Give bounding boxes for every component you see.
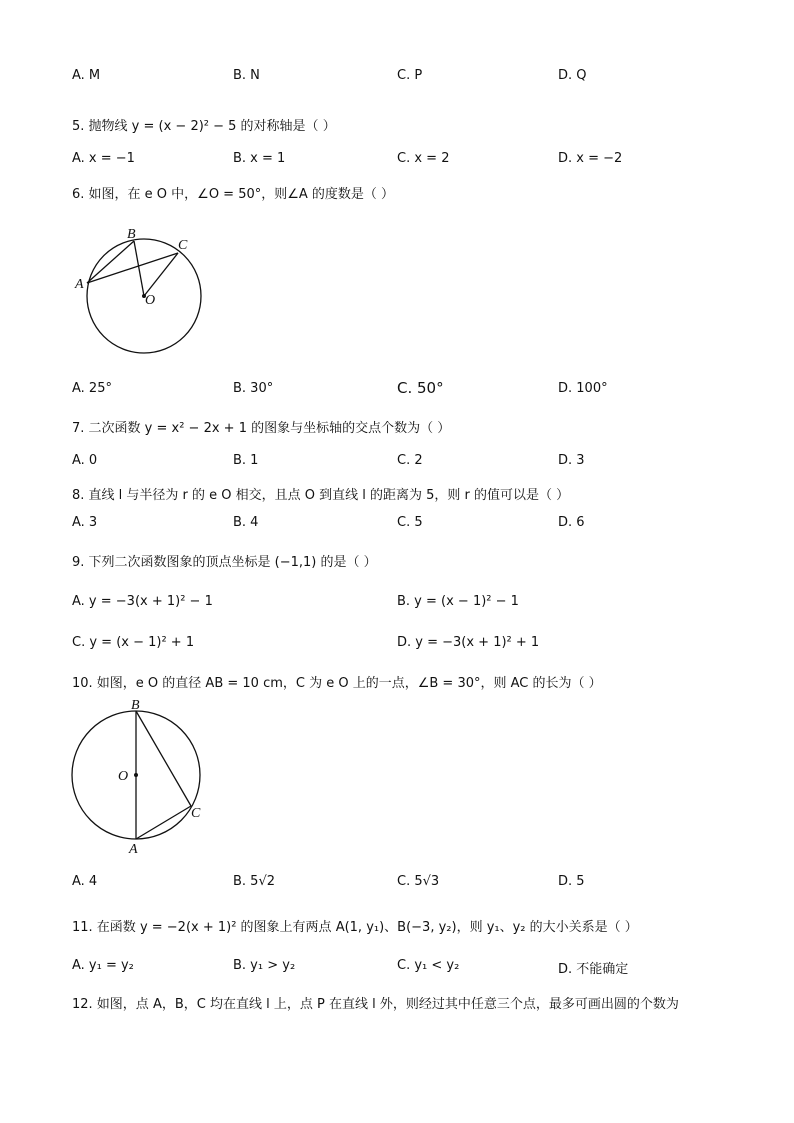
q6-segment-ac (87, 253, 178, 283)
q10-label-o: O (118, 769, 129, 784)
q6-option-c[interactable]: C. 50° (397, 379, 444, 397)
q4-option-a[interactable]: A. M (72, 68, 101, 83)
q9-option-d[interactable]: D. y = −3(x + 1)² + 1 (397, 635, 540, 650)
q9-option-c[interactable]: C. y = (x − 1)² + 1 (72, 635, 195, 650)
q5-option-b[interactable]: B. x = 1 (233, 151, 286, 166)
q10-segment-ac (136, 806, 191, 839)
q8-option-d[interactable]: D. 6 (558, 515, 585, 530)
q6-stem: 6. 如图，在 e O 中，∠O = 50°，则∠A 的度数是（ ） (72, 187, 395, 202)
q8-option-a[interactable]: A. 3 (72, 515, 98, 530)
q5-option-c[interactable]: C. x = 2 (397, 151, 450, 166)
q10-option-a[interactable]: A. 4 (72, 874, 98, 889)
q6-option-a[interactable]: A. 25° (72, 381, 112, 396)
q7-stem: 7. 二次函数 y = x² − 2x + 1 的图象与坐标轴的交点个数为（ ） (72, 421, 451, 436)
q11-option-c[interactable]: C. y₁ < y₂ (397, 958, 460, 973)
q7-option-a[interactable]: A. 0 (72, 453, 98, 468)
q6-label-c: C (178, 238, 188, 253)
q10-circle-figure (70, 698, 210, 858)
q6-segment-ab (87, 241, 134, 283)
q9-option-a[interactable]: A. y = −3(x + 1)² − 1 (72, 594, 213, 609)
q8-stem: 8. 直线 l 与半径为 r 的 e O 相交，且点 O 到直线 l 的距离为 5，则 r 的值可以是（ ） (72, 488, 570, 503)
q7-option-b[interactable]: B. 1 (233, 453, 259, 468)
q12-stem: 12. 如图，点 A，B，C 均在直线 l 上，点 P 在直线 l 外，则经过其中任意三个点，最多可画出圆的个数为 (72, 997, 679, 1012)
q8-option-b[interactable]: B. 4 (233, 515, 259, 530)
q6-label-o: O (145, 293, 156, 308)
q10-option-b[interactable]: B. 5√2 (233, 874, 276, 889)
q8-option-c[interactable]: C. 5 (397, 515, 423, 530)
q9-option-b[interactable]: B. y = (x − 1)² − 1 (397, 594, 519, 609)
q10-stem: 10. 如图，e O 的直径 AB = 10 cm，C 为 e O 上的一点，∠B = 30°，则 AC 的长为（ ） (72, 676, 602, 691)
q10-label-b: B (131, 698, 140, 713)
q6-segment-bo (134, 241, 144, 296)
q5-option-a[interactable]: A. x = −1 (72, 151, 135, 166)
q5-stem: 5. 抛物线 y = (x − 2)² − 5 的对称轴是（ ） (72, 119, 336, 134)
q6-option-d[interactable]: D. 100° (558, 381, 608, 396)
q10-segment-bc (136, 711, 191, 806)
q4-option-c[interactable]: C. P (397, 68, 423, 83)
q11-option-d[interactable]: D. 不能确定 (558, 962, 629, 977)
q4-option-d[interactable]: D. Q (558, 68, 587, 83)
q11-option-b[interactable]: B. y₁ > y₂ (233, 958, 296, 973)
q10-label-c: C (191, 806, 201, 821)
q9-stem: 9. 下列二次函数图象的顶点坐标是 (−1,1) 的是（ ） (72, 555, 377, 570)
q6-label-b: B (127, 227, 136, 242)
q6-circle-figure (72, 226, 212, 358)
q6-segment-co (144, 253, 178, 296)
q4-option-b[interactable]: B. N (233, 68, 260, 83)
q7-option-c[interactable]: C. 2 (397, 453, 423, 468)
q11-option-a[interactable]: A. y₁ = y₂ (72, 958, 134, 973)
q6-option-b[interactable]: B. 30° (233, 381, 274, 396)
q10-center-dot (134, 773, 138, 777)
q5-option-d[interactable]: D. x = −2 (558, 151, 623, 166)
q11-stem: 11. 在函数 y = −2(x + 1)² 的图象上有两点 A(1, y₁)、B(−3, y₂)，则 y₁、y₂ 的大小关系是（ ） (72, 920, 638, 935)
q7-option-d[interactable]: D. 3 (558, 453, 585, 468)
q10-option-d[interactable]: D. 5 (558, 874, 585, 889)
q10-option-c[interactable]: C. 5√3 (397, 874, 440, 889)
q10-label-a: A (129, 842, 138, 857)
q6-label-a: A (75, 277, 84, 292)
